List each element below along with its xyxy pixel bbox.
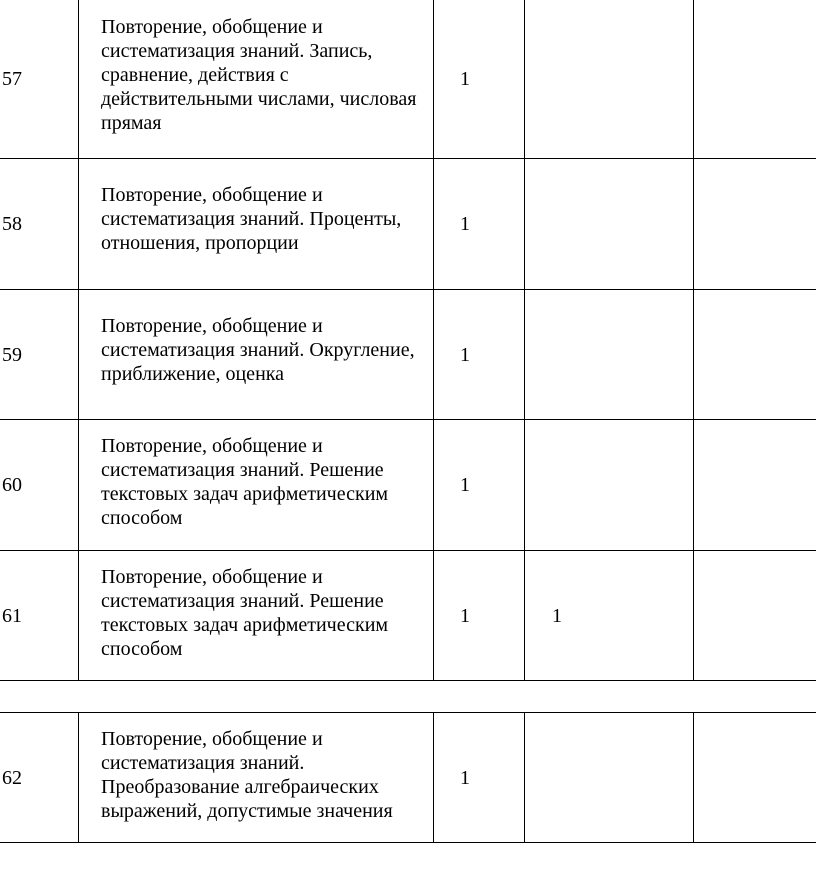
lesson-topic-cell — [79, 420, 434, 551]
control-works-cell — [525, 420, 694, 551]
hours-value: 1 — [460, 343, 470, 366]
lesson-topic-text: Повторение, обобщение и систематизация знаний. Запись, сравнение, действия с действительными числами, числовая прямая — [101, 15, 417, 134]
control-works-cell — [525, 551, 694, 681]
lesson-number-cell: 58 — [0, 159, 79, 290]
hours-cell — [434, 713, 525, 843]
hours-cell — [434, 290, 525, 420]
control-works-cell — [525, 159, 694, 290]
hours-value: 1 — [460, 604, 470, 627]
lesson-topic-text: Повторение, обобщение и систематизация знаний. Округление, приближение, оценка — [101, 314, 415, 385]
table-row — [0, 713, 816, 843]
control-works-cell — [525, 0, 694, 159]
lesson-topic-cell — [79, 713, 434, 843]
hours-cell — [434, 420, 525, 551]
table-row — [0, 290, 816, 420]
hours-value: 1 — [460, 213, 470, 235]
lesson-plan-table-continued — [0, 712, 816, 843]
lesson-number-cell: 57 — [0, 0, 79, 159]
date-cell — [694, 420, 816, 551]
date-cell — [694, 159, 816, 290]
lesson-number-cell: 59 — [0, 290, 79, 420]
lesson-topic-cell — [79, 0, 434, 159]
table-row — [0, 0, 816, 159]
control-works-cell — [525, 290, 694, 420]
table-row — [0, 159, 816, 290]
hours-cell — [434, 551, 525, 681]
date-cell — [694, 551, 816, 681]
hours-value: 1 — [460, 766, 470, 789]
hours-value: 1 — [460, 474, 470, 496]
lesson-topic-cell — [79, 290, 434, 420]
lesson-number-cell: 61 — [0, 551, 79, 681]
lesson-topic-cell — [79, 551, 434, 681]
lesson-topic-text: Повторение, обобщение и систематизация знаний. Решение текстовых задач арифметическим способом — [101, 435, 389, 529]
lesson-topic-text: Повторение, обобщение и систематизация знаний. Проценты, отношения, пропорции — [101, 184, 402, 254]
date-cell — [694, 0, 816, 159]
date-cell — [694, 713, 816, 843]
control-works-value: 1 — [552, 604, 562, 627]
table-row — [0, 420, 816, 551]
hours-cell — [434, 159, 525, 290]
hours-cell — [434, 0, 525, 159]
hours-value: 1 — [460, 67, 470, 90]
lesson-topic-text: Повторение, обобщение и систематизация знаний. Преобразование алгебраических выражений, допустимые значения — [101, 727, 393, 822]
control-works-cell — [525, 713, 694, 843]
date-cell — [694, 290, 816, 420]
lesson-number-cell: 62 — [0, 713, 79, 843]
lesson-number-cell: 60 — [0, 420, 79, 551]
lesson-topic-cell — [79, 159, 434, 290]
table-row — [0, 551, 816, 681]
lesson-topic-text: Повторение, обобщение и систематизация знаний. Решение текстовых задач арифметическим способом — [101, 565, 389, 660]
